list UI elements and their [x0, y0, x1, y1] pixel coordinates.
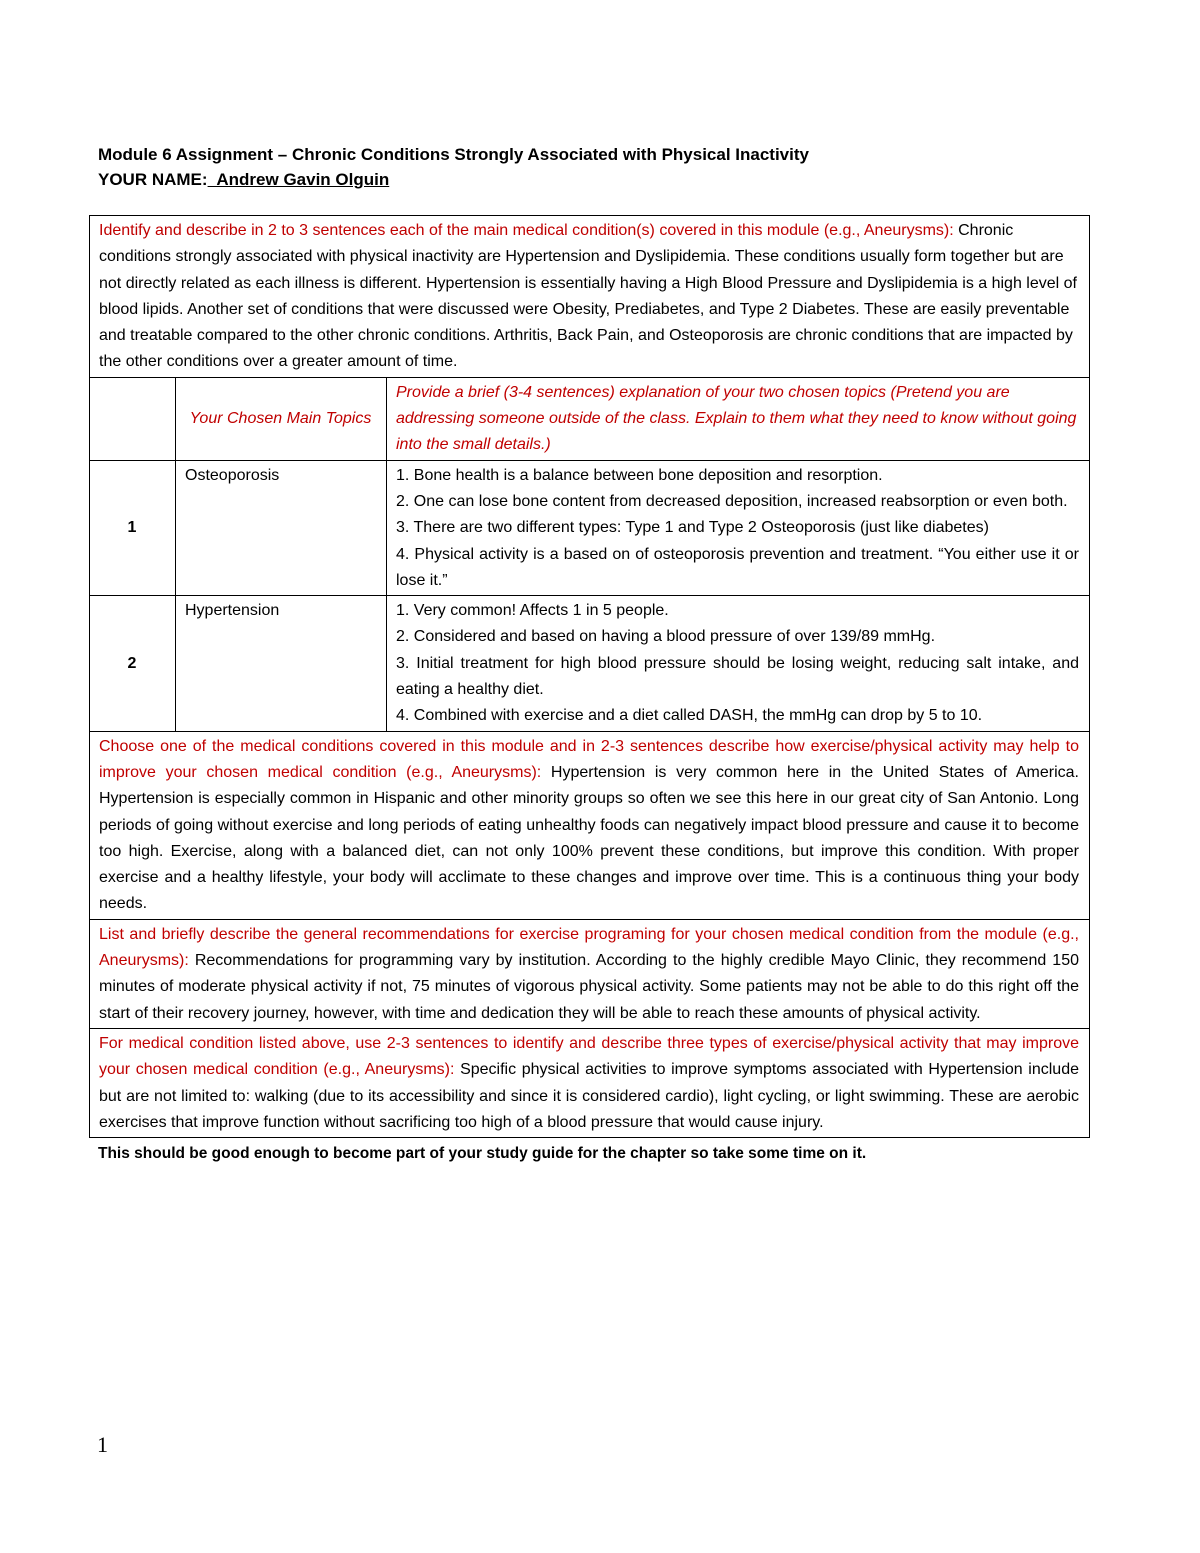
section3-prompt: List and briefly describe the general recommendations for exercise programing for your chosen medical condition from the module (e.g., Aneurysms):	[99, 925, 1079, 970]
header-explanation: Provide a brief (3-4 sentences) explanation of your two chosen topics (Pretend you are addressing someone outside of the class. Explain to them what they need to know without going into the small details.)	[387, 377, 1090, 460]
section2-row	[90, 731, 1090, 919]
topic1-point: 1. Bone health is a balance between bone deposition and resorption.	[396, 466, 883, 484]
section3-row	[90, 919, 1090, 1028]
topic1-point: 3. There are two different types: Type 1 and Type 2 Osteoporosis (just like diabetes)	[396, 519, 989, 537]
topic2-point: 2. Considered and based on having a blood pressure of over 139/89 mmHg.	[396, 628, 936, 646]
section1-cell	[90, 216, 1090, 378]
topic2-point: 3. Initial treatment for high blood pressure should be losing weight, reducing salt intake, and eating a healthy diet.	[396, 654, 1079, 699]
assignment-table	[89, 215, 1090, 1138]
footer-note: This should be good enough to become part of your study guide for the chapter so take some time on it.	[98, 1145, 867, 1163]
header-number-cell	[90, 377, 176, 460]
topic2-point: 1. Very common! Affects 1 in 5 people.	[396, 602, 669, 620]
section4-answer: Specific physical activities to improve symptoms associated with Hypertension include but are not limited to: walking (due to its accessibility and since it is considered cardio), light cycling, or light swimming. These are aerobic exercises that improve function without sacrificing too high of a blood pressure that would cause injury.	[99, 1061, 1080, 1131]
section4-row	[90, 1028, 1090, 1137]
topic-name-2: Hypertension	[176, 596, 387, 731]
topic1-point: 2. One can lose bone content from decreased deposition, increased reabsorption or even both.	[396, 492, 1068, 510]
section3-cell	[90, 919, 1090, 1028]
topic-number-2: 2	[90, 596, 176, 731]
section1-prompt: Identify and describe in 2 to 3 sentences each of the main medical condition(s) covered in this module (e.g., Aneurysms):	[99, 222, 954, 239]
topics-header-row	[90, 377, 1090, 460]
topic-number-1: 1	[90, 460, 176, 595]
topic-points-1	[387, 460, 1090, 595]
section1-answer: Chronic conditions strongly associated with physical inactivity are Hypertension and Dyslipidemia. These conditions usually form together but are not directly related as each illness is different. Hypertension is essentially having a High Blood Pressure and Dyslipidemia is a high level of blood lipids. Another set of conditions that were discussed were Obesity, Prediabetes, and Type 2 Diabetes. These are easily preventable and treatable compared to the other chronic conditions. Arthritis, Back Pain, and Osteoporosis are chronic conditions that are impacted by the other conditions over a greater amount of time.	[99, 222, 1077, 371]
section4-prompt: For medical condition listed above, use 2-3 sentences to identify and describe three types of exercise/physical activity that may improve your chosen medical condition (e.g., Aneurysms):	[99, 1034, 1079, 1079]
topic-row-2	[90, 596, 1090, 731]
name-line	[98, 168, 389, 192]
section2-cell	[90, 731, 1090, 919]
page-number: 1	[97, 1432, 108, 1457]
topic-points-2	[387, 596, 1090, 731]
topic-row-1	[90, 460, 1090, 595]
document-title: Module 6 Assignment – Chronic Conditions Strongly Associated with Physical Inactivity	[98, 145, 809, 164]
section2-answer: Hypertension is very common here in the United States of America. Hypertension is especially common in Hispanic and other minority groups so often we see this here in our great city of San Antonio. Long periods of going without exercise and long periods of eating unhealthy foods can negatively impact blood pressure and cause it to become too high. Exercise, along with a balanced diet, can not only 100% prevent these conditions, but improve this condition. With proper exercise and a healthy lifestyle, your body will acclimate to these changes and improve over time. This is a continuous thing your body needs.	[99, 763, 1080, 913]
topic2-point: 4. Combined with exercise and a diet called DASH, the mmHg can drop by 5 to 10.	[396, 707, 983, 725]
section3-answer: Recommendations for programming vary by institution. According to the highly credible Mayo Clinic, they recommend 150 minutes of moderate physical activity if not, 75 minutes of vigorous physical activity. Some patients may not be able to do this right off the start of their recovery journey, however, with time and dedication they will be able to reach these amounts of physical activity.	[99, 952, 1079, 1022]
section4-cell	[90, 1028, 1090, 1137]
name-label: YOUR NAME:	[98, 170, 208, 189]
header-topics: Your Chosen Main Topics	[176, 377, 387, 460]
topic-name-1: Osteoporosis	[176, 460, 387, 595]
section2-prompt: Choose one of the medical conditions covered in this module and in 2-3 sentences describe how exercise/physical activity may help to improve your chosen medical condition (e.g., Aneurysms):	[99, 737, 1079, 781]
section1-row	[90, 216, 1090, 378]
student-name: Andrew Gavin Olguin	[207, 170, 390, 189]
topic1-point: 4. Physical activity is a based on of osteoporosis prevention and treatment. “You either use it or lose it.”	[396, 545, 1079, 589]
